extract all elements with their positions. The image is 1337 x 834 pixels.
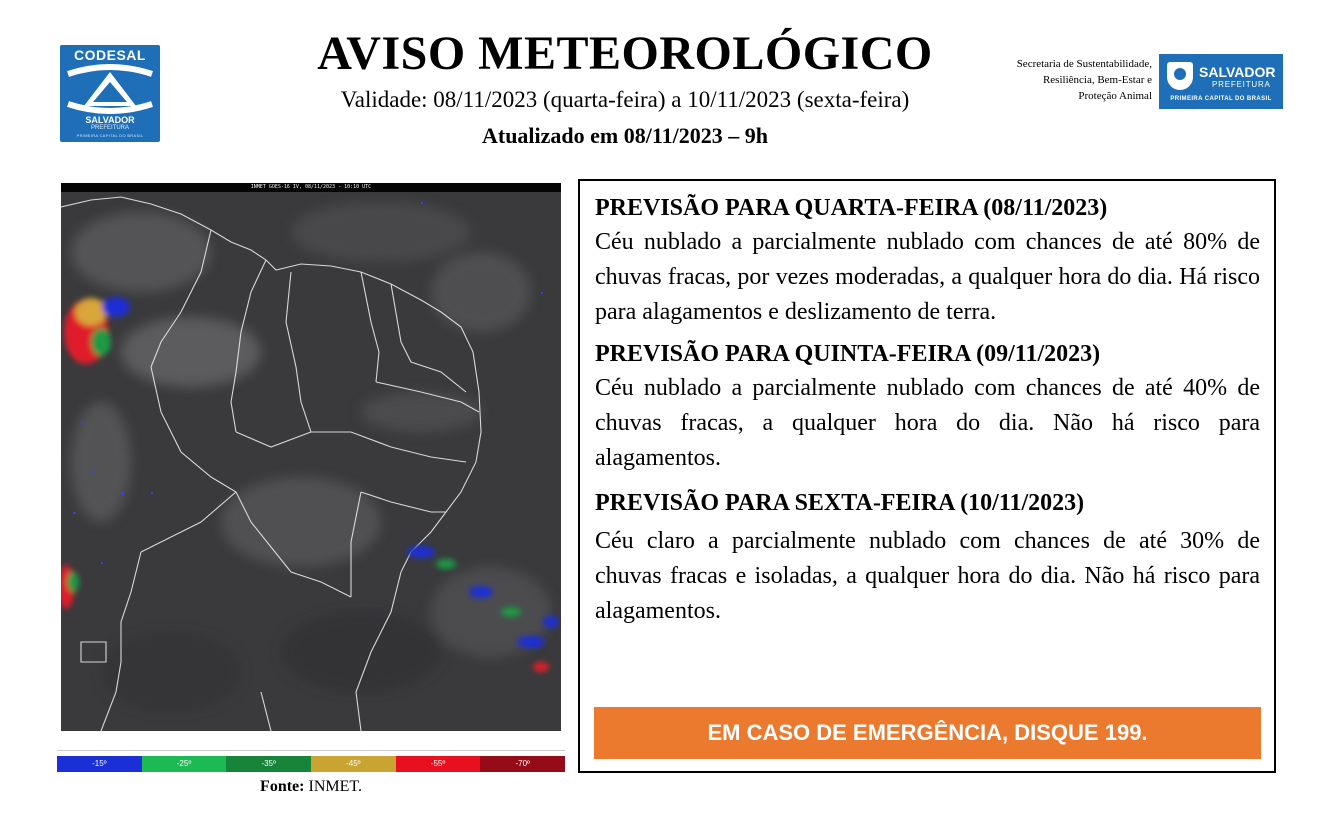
scale-segment: -15º	[57, 756, 142, 772]
city-crest-icon	[1167, 62, 1193, 90]
secretaria-line: Proteção Animal	[1078, 90, 1152, 102]
forecast-friday	[595, 488, 1260, 629]
scale-segment: -25º	[142, 756, 227, 772]
salvador-logo-tag: PRIMEIRA CAPITAL DO BRASIL	[1170, 96, 1272, 102]
codesal-logo-sub: PREFEITURA	[90, 125, 129, 131]
forecast-text: Céu claro a parcialmente nublado com chances de até 30% de chuvas fracas e isoladas, a qualquer hora do dia. Não há risco para alagamentos.	[595, 528, 1260, 624]
forecast-wednesday	[595, 193, 1260, 330]
salvador-logo-city: SALVADOR	[1199, 64, 1276, 80]
temperature-scale	[57, 756, 565, 772]
scale-segment: -55º	[396, 756, 481, 772]
forecast-title: PREVISÃO PARA QUINTA-FEIRA (09/11/2023)	[595, 341, 1101, 367]
forecast-title: PREVISÃO PARA SEXTA-FEIRA (10/11/2023)	[595, 490, 1085, 516]
scale-segment: -45º	[311, 756, 396, 772]
source-value: INMET.	[308, 778, 362, 795]
satellite-map	[61, 192, 561, 731]
satellite-image	[61, 183, 561, 731]
secretaria-line: Secretaria de Sustentabilidade,	[1016, 58, 1152, 70]
salvador-logo-sub: PREFEITURA	[1212, 80, 1271, 89]
validity-period: Validade: 08/11/2023 (quarta-feira) a 10/11/2023 (sexta-feira)	[340, 87, 910, 112]
secretaria-line: Resiliência, Bem-Estar e	[1042, 74, 1152, 86]
codesal-logo	[60, 45, 160, 142]
forecast-text: Céu nublado a parcialmente nublado com chances de até 40% de chuvas fracas, a qualquer hora do dia. Não há risco para alagamentos.	[595, 375, 1260, 471]
scale-segment: -35º	[226, 756, 311, 772]
codesal-logo-city: SALVADOR	[85, 115, 135, 125]
emergency-banner: EM CASO DE EMERGÊNCIA, DISQUE 199.	[594, 707, 1261, 759]
codesal-triangle-icon	[64, 64, 156, 114]
salvador-prefeitura-logo	[1159, 54, 1283, 109]
codesal-logo-tag: PRIMEIRA CAPITAL DO BRASIL	[76, 133, 144, 138]
forecast-panel	[578, 179, 1276, 773]
forecast-text: Céu nublado a parcialmente nublado com chances de até 80% de chuvas fracas, por vezes moderadas, a qualquer hora do dia. Há risco para alagamentos e deslizamento de terra.	[595, 229, 1260, 325]
codesal-logo-name: CODESAL	[74, 47, 146, 63]
satellite-caption: INMET GOES-16 IV, 08/11/2023 - 10:10 UTC	[61, 183, 561, 192]
forecast-thursday	[595, 339, 1260, 476]
update-time: Atualizado em 08/11/2023 – 9h	[481, 123, 768, 148]
secretaria-name	[960, 56, 1152, 104]
page-title: AVISO METEOROLÓGICO	[317, 27, 933, 80]
forecast-title: PREVISÃO PARA QUARTA-FEIRA (08/11/2023)	[595, 195, 1108, 221]
scale-divider	[57, 750, 565, 751]
source-credit	[61, 778, 561, 796]
source-label: Fonte:	[260, 778, 305, 795]
scale-segment: -70º	[480, 756, 565, 772]
